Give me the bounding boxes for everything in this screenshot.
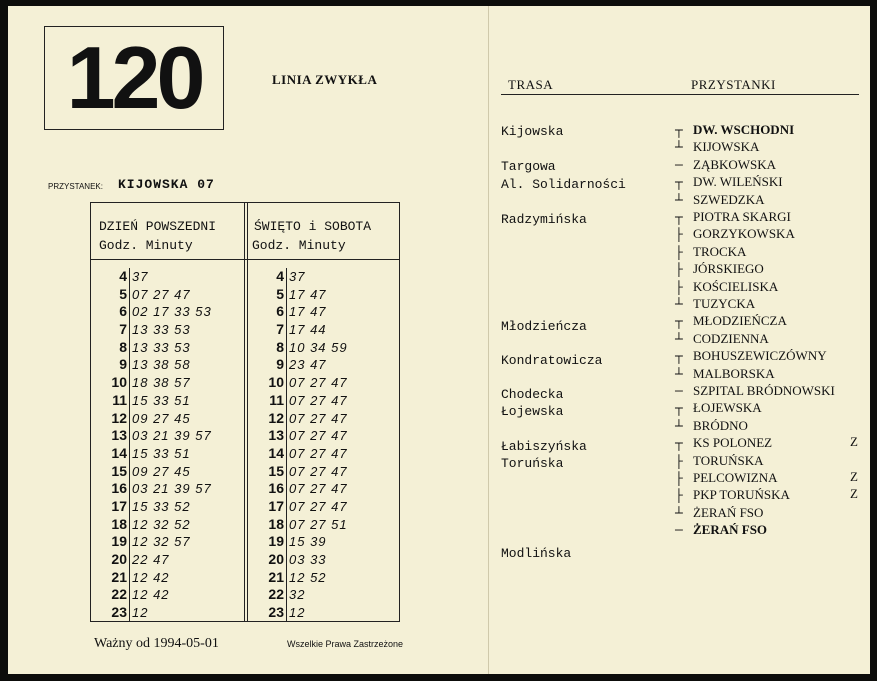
hour-cell: 23 [268,604,284,621]
hour-cell: 4 [119,268,127,284]
hour-cell: 7 [119,321,127,338]
stop-marker: ┴ [675,192,683,208]
stop-marker: ├ [675,262,683,278]
stop-name: KIJOWSKA 07 [118,177,215,192]
route-header-rule [501,94,859,95]
hour-separator [129,533,130,551]
hour-separator [129,410,130,428]
stop-marker: ├ [675,227,683,243]
minutes-cell: 07 27 47 [289,498,348,514]
request-stop-flag: Z [850,434,858,450]
table-row [91,392,241,410]
stop-item [675,312,787,330]
minutes-cell: 32 [289,587,306,603]
minutes-cell: 12 42 [132,587,170,603]
street-item: Targowa [501,159,556,174]
hour-separator [286,374,287,392]
street-item: Chodecka [501,387,564,402]
hour-cell: 9 [276,356,284,373]
stop-marker: ├ [675,453,683,469]
street-item: Al. Solidarności [501,177,626,192]
hour-cell: 22 [111,586,127,603]
hour-separator [129,268,130,286]
minutes-cell: 23 47 [289,357,327,373]
stop-marker: ┬ [675,314,683,330]
street-item: Kondratowicza [501,353,603,368]
timetable-sheet [8,6,870,674]
stop-marker: ─ [675,384,683,399]
table-row [91,268,241,286]
hour-cell: 19 [268,533,284,550]
departure-table [90,202,400,622]
stop-item [675,260,764,278]
minutes-cell: 18 38 57 [132,375,191,391]
minutes-cell: 13 38 58 [132,357,191,373]
minutes-cell: 12 52 [289,569,327,585]
hour-cell: 20 [268,551,284,567]
request-stop-flag: Z [850,469,858,484]
table-row [248,321,398,339]
stop-marker: ┬ [675,175,683,191]
hour-separator [129,392,130,410]
table-row [248,586,398,604]
table-row [248,463,398,481]
stop-item [675,278,778,296]
hour-separator [286,356,287,374]
minutes-cell: 15 33 51 [132,445,191,461]
minutes-cell: 07 27 47 [289,445,348,461]
minutes-cell: 02 17 33 53 [132,304,212,320]
route-number-box [44,26,224,130]
hour-separator [129,356,130,374]
valid-from: Ważny od 1994-05-01 [94,636,219,651]
hour-cell: 17 [111,497,127,514]
stop-marker: ┴ [675,297,683,312]
hour-separator [129,498,130,516]
stop-label: PKP TORUŃSKA [693,487,790,503]
stop-item [675,225,795,243]
request-stop-flag: Z [850,486,858,502]
table-row [91,533,241,551]
stop-item [675,504,763,522]
stop-label: DW. WSCHODNI [693,122,795,137]
stop-label: KS POLONEZ [693,435,773,451]
header-trasa: TRASA [508,77,554,92]
stop-item [675,295,755,313]
hour-separator [286,569,287,587]
stop-item [675,243,746,261]
stop-label: JÓRSKIEGO [693,261,764,277]
minutes-cell: 12 [132,605,149,621]
stop-label: PELCOWIZNA [693,470,778,485]
hour-cell: 7 [276,321,284,338]
stop-marker: ┴ [675,331,683,347]
street-item: Młodzieńcza [501,319,587,334]
stop-label: MŁODZIEŃCZA [693,313,787,329]
stop-marker: ┴ [675,140,683,156]
stop-label: TORUŃSKA [693,452,764,468]
table-row [91,604,241,622]
stop-item [675,452,764,470]
weekday-subtitle: Godz. Minuty [99,238,193,253]
street-item: Toruńska [501,456,564,471]
minutes-cell: 15 33 51 [132,392,191,408]
hour-separator [286,321,287,339]
hour-separator [129,586,130,604]
table-row [248,356,398,374]
stop-label: PIOTRA SKARGI [693,209,791,224]
hour-cell: 6 [276,303,284,320]
table-row [91,498,241,516]
hour-cell: 20 [111,551,127,567]
route-number: 120 [66,28,202,127]
stop-marker: ┬ [675,401,683,417]
minutes-cell: 17 47 [289,304,327,320]
hour-separator [129,303,130,321]
hour-cell: 11 [112,391,127,408]
minutes-cell: 07 27 47 [289,392,348,408]
hour-cell: 10 [111,374,127,391]
table-row [248,533,398,551]
table-row [91,445,241,463]
stop-marker: ┴ [675,366,683,382]
hour-separator [129,374,130,392]
table-row [248,516,398,534]
stop-item [675,208,791,226]
hour-cell: 21 [111,568,127,585]
hour-cell: 15 [268,462,284,479]
table-row [91,374,241,392]
stop-label: GORZYKOWSKA [693,226,795,242]
weekday-title: DZIEŃ POWSZEDNI [99,219,217,234]
stop-item [675,469,778,487]
table-row [91,339,241,357]
hour-separator [286,586,287,604]
hour-separator [286,410,287,428]
stop-marker: ├ [675,488,683,504]
table-row [248,445,398,463]
hour-cell: 14 [268,444,284,461]
hour-cell: 11 [269,391,284,408]
hour-cell: 18 [111,515,127,532]
hour-cell: 19 [111,533,127,550]
minutes-cell: 37 [132,269,149,284]
table-row [248,268,398,286]
weekday-rows [91,268,241,622]
minutes-cell: 12 32 57 [132,534,191,550]
minutes-cell: 37 [289,269,306,284]
stop-marker: ─ [675,157,683,173]
minutes-cell: 15 39 [289,534,327,550]
table-row [248,569,398,587]
hour-cell: 16 [111,480,127,497]
stop-item [675,347,827,365]
hour-separator [286,392,287,410]
table-row [91,321,241,339]
holiday-subtitle: Godz. Minuty [252,238,346,253]
hour-cell: 13 [268,427,284,444]
table-row [91,356,241,374]
weekday-column [91,203,241,621]
minutes-cell: 12 [289,605,306,621]
hour-separator [286,427,287,445]
hour-separator [286,286,287,304]
table-row [248,551,398,569]
hour-separator [286,303,287,321]
stop-marker: ├ [675,471,683,486]
hour-separator [129,480,130,498]
table-row [248,498,398,516]
stop-item [675,173,783,191]
stop-marker: ├ [675,279,683,295]
minutes-cell: 03 33 [289,552,327,567]
hour-separator [129,339,130,357]
fold-line [488,6,489,674]
minutes-cell: 12 42 [132,569,170,585]
minutes-cell: 13 33 53 [132,339,191,355]
line-type-label: LINIA ZWYKŁA [272,72,378,87]
hour-cell: 8 [119,338,127,355]
stop-item [675,365,775,383]
minutes-cell: 07 27 47 [289,375,348,391]
hour-separator [129,551,130,569]
hour-cell: 8 [276,338,284,355]
hour-separator [129,321,130,339]
stop-label: KOŚCIELISKA [693,278,779,294]
minutes-cell: 07 27 51 [289,516,348,532]
minutes-cell: 09 27 45 [132,410,191,426]
table-row [248,303,398,321]
hour-cell: 14 [111,444,127,461]
hour-separator [286,551,287,569]
hour-separator [286,339,287,357]
header-przystanki: PRZYSTANKI [691,77,776,92]
minutes-cell: 17 47 [289,286,327,302]
street-item: Kijowska [501,124,564,139]
hour-separator [129,604,130,622]
table-row [91,303,241,321]
table-row [248,410,398,428]
hour-separator [286,533,287,551]
minutes-cell: 03 21 39 57 [132,428,212,444]
stop-item [675,156,776,174]
table-row [248,286,398,304]
table-row [248,339,398,357]
hour-separator [129,516,130,534]
hour-cell: 22 [268,586,284,603]
stop-marker: ┬ [675,349,683,365]
table-row [248,374,398,392]
stop-item [675,330,769,348]
hour-cell: 10 [268,374,284,391]
stop-caption: PRZYSTANEK: [48,182,103,191]
hour-separator [286,463,287,481]
minutes-cell: 10 34 59 [289,339,348,355]
hour-separator [286,445,287,463]
minutes-cell: 07 27 47 [132,286,191,302]
hour-cell: 5 [276,285,284,302]
hour-cell: 9 [119,356,127,373]
holiday-column [248,203,398,621]
stop-label: SZWEDZKA [693,191,765,207]
stop-label: TROCKA [693,243,747,259]
minutes-cell: 12 32 52 [132,516,191,532]
table-row [91,427,241,445]
table-row [91,551,241,569]
table-row [91,410,241,428]
stop-item [675,121,794,139]
stop-label: BRÓDNO [693,417,748,433]
stop-label: BOHUSZEWICZÓWNY [693,348,827,364]
hour-cell: 5 [119,285,127,302]
table-row [248,604,398,622]
hour-separator [286,498,287,516]
stop-label: ZĄBKOWSKA [693,156,777,172]
stop-marker: ├ [675,244,683,260]
stop-item [675,417,748,435]
minutes-cell: 07 27 47 [289,410,348,426]
street-item: Radzymińska [501,212,587,227]
minutes-cell: 17 44 [289,322,327,338]
hour-cell: 23 [111,604,127,621]
stop-marker: ┬ [675,123,683,138]
hour-cell: 18 [268,515,284,532]
minutes-cell: 13 33 53 [132,322,191,338]
stop-item [675,486,790,504]
stop-label: CODZIENNA [693,330,769,346]
hour-separator [286,516,287,534]
hour-cell: 21 [268,568,284,585]
stop-marker: ─ [675,523,683,539]
minutes-cell: 07 27 47 [289,481,348,497]
hour-separator [129,463,130,481]
street-item: Łabiszyńska [501,439,587,454]
stop-label: MALBORSKA [693,365,775,381]
minutes-cell: 22 47 [132,552,170,567]
stop-marker: ┬ [675,210,683,225]
table-row [91,516,241,534]
stop-label: ŻERAŃ FSO [693,504,764,520]
stop-label: KIJOWSKA [693,139,760,155]
stop-item [675,191,765,209]
stop-label: ŻERAŃ FSO [693,522,768,538]
hour-separator [129,427,130,445]
hour-separator [286,268,287,286]
holiday-rows [248,268,398,622]
hour-separator [129,569,130,587]
rights-notice: Wszelkie Prawa Zastrzeżone [287,639,404,649]
minutes-cell: 03 21 39 57 [132,481,212,497]
holiday-title: ŚWIĘTO i SOBOTA [254,219,372,234]
minutes-cell: 07 27 47 [289,428,348,444]
table-row [91,586,241,604]
hour-cell: 12 [268,409,284,426]
stop-label: ŁOJEWSKA [693,400,762,416]
street-item: Łojewska [501,404,564,419]
hour-cell: 15 [111,462,127,479]
hour-cell: 6 [119,303,127,320]
table-row [248,392,398,410]
minutes-cell: 07 27 47 [289,463,348,479]
stop-label: DW. WILEŃSKI [693,174,783,190]
stop-item [675,434,772,452]
hour-separator [286,604,287,622]
stop-item [675,399,762,417]
table-row [248,427,398,445]
hour-cell: 13 [111,427,127,444]
stop-label: TUZYCKA [693,296,756,311]
hour-separator [129,286,130,304]
stop-item [675,382,835,400]
table-row [91,286,241,304]
table-row [91,480,241,498]
street-item: Modlińska [501,546,572,561]
hour-cell: 16 [268,480,284,497]
table-row [91,463,241,481]
hour-separator [129,445,130,463]
stop-marker: ┴ [675,418,683,434]
table-row [91,569,241,587]
table-row [248,480,398,498]
minutes-cell: 15 33 52 [132,498,191,514]
hour-cell: 17 [268,497,284,514]
hour-cell: 12 [111,409,127,426]
stop-marker: ┬ [675,436,683,452]
stop-item [675,521,767,539]
hour-separator [286,480,287,498]
minutes-cell: 09 27 45 [132,463,191,479]
stop-item [675,138,759,156]
stop-marker: ┴ [675,505,683,521]
hour-cell: 4 [276,268,284,284]
stop-label: SZPITAL BRÓDNOWSKI [693,383,835,398]
